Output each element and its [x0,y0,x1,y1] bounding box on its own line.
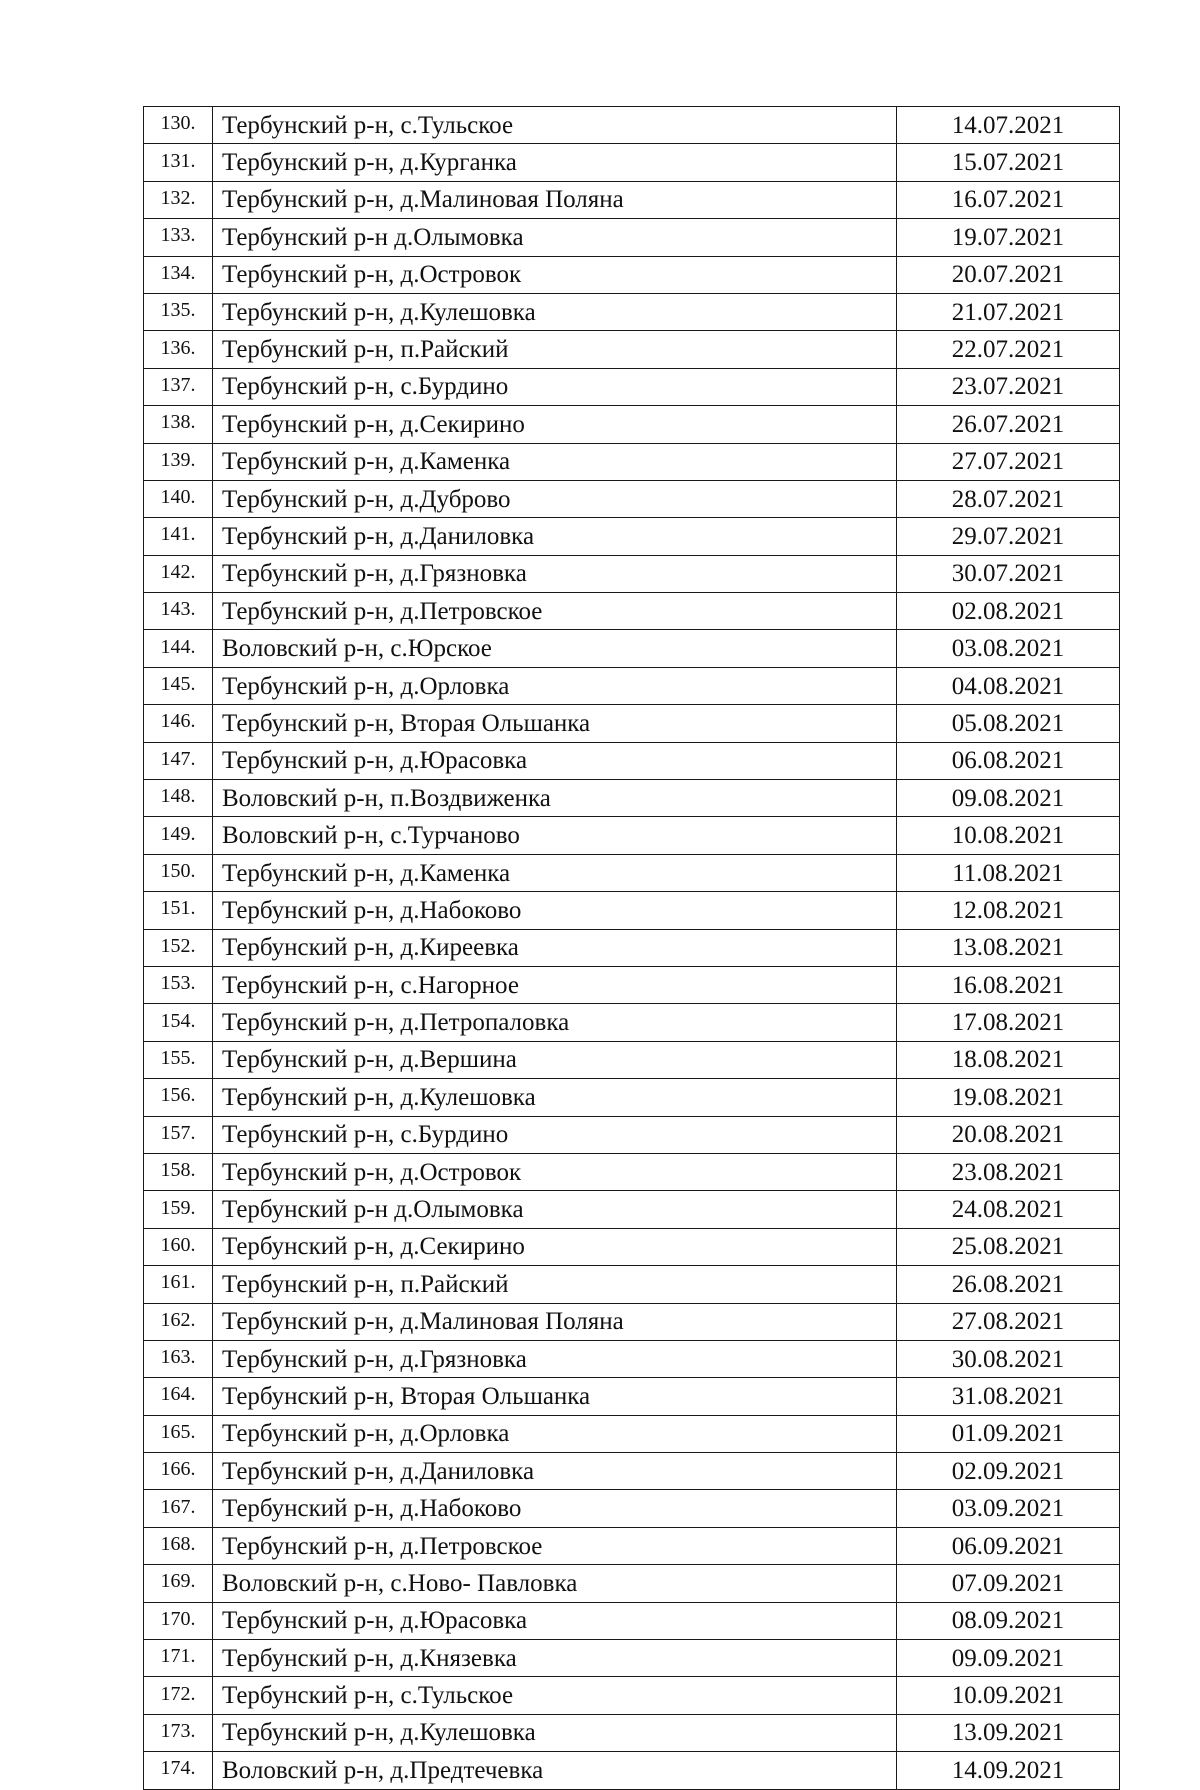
location-cell: Тербунский р-н, д.Каменка [213,443,897,480]
table-row [144,443,1120,480]
date-cell: 27.07.2021 [897,443,1120,480]
row-number-cell: 156. [144,1079,213,1116]
location-cell: Тербунский р-н, д.Островок [213,1153,897,1190]
table-row [144,1752,1120,1789]
table-row [144,780,1120,817]
location-cell: Тербунский р-н, д.Кулешовка [213,1714,897,1751]
date-cell: 31.08.2021 [897,1378,1120,1415]
date-cell: 10.09.2021 [897,1677,1120,1714]
table-row [144,742,1120,779]
date-cell: 02.09.2021 [897,1453,1120,1490]
date-cell: 18.08.2021 [897,1041,1120,1078]
table-row [144,892,1120,929]
row-number-cell: 148. [144,780,213,817]
date-cell: 13.08.2021 [897,929,1120,966]
date-cell: 13.09.2021 [897,1714,1120,1751]
date-cell: 25.08.2021 [897,1228,1120,1265]
date-cell: 20.07.2021 [897,256,1120,293]
row-number-cell: 136. [144,331,213,368]
date-cell: 10.08.2021 [897,817,1120,854]
table-row [144,1640,1120,1677]
location-cell: Тербунский р-н, с.Нагорное [213,966,897,1003]
table-row [144,1453,1120,1490]
date-cell: 27.08.2021 [897,1303,1120,1340]
row-number-cell: 130. [144,107,213,144]
table-row [144,1565,1120,1602]
location-cell: Тербунский р-н, д.Секирино [213,406,897,443]
row-number-cell: 153. [144,966,213,1003]
location-cell: Тербунский р-н, д.Грязновка [213,1340,897,1377]
date-cell: 30.07.2021 [897,555,1120,592]
row-number-cell: 144. [144,630,213,667]
location-cell: Тербунский р-н, с.Бурдино [213,368,897,405]
table-row [144,555,1120,592]
table-row [144,368,1120,405]
location-cell: Тербунский р-н, д.Князевка [213,1640,897,1677]
row-number-cell: 168. [144,1527,213,1564]
location-cell: Тербунский р-н, д.Петровское [213,593,897,630]
date-cell: 30.08.2021 [897,1340,1120,1377]
row-number-cell: 132. [144,181,213,218]
table-row [144,1004,1120,1041]
date-cell: 02.08.2021 [897,593,1120,630]
location-cell: Тербунский р-н, д.Кулешовка [213,1079,897,1116]
location-cell: Тербунский р-н, д.Каменка [213,854,897,891]
table-row [144,181,1120,218]
row-number-cell: 167. [144,1490,213,1527]
location-cell: Тербунский р-н, д.Даниловка [213,518,897,555]
date-cell: 24.08.2021 [897,1191,1120,1228]
table-row [144,1378,1120,1415]
schedule-table-body [144,107,1120,1790]
date-cell: 12.08.2021 [897,892,1120,929]
location-cell: Тербунский р-н, д.Юрасовка [213,742,897,779]
table-row [144,705,1120,742]
location-cell: Тербунский р-н, д.Даниловка [213,1453,897,1490]
date-cell: 06.09.2021 [897,1527,1120,1564]
table-row [144,1303,1120,1340]
date-cell: 08.09.2021 [897,1602,1120,1639]
location-cell: Тербунский р-н, д.Секирино [213,1228,897,1265]
table-row [144,1116,1120,1153]
table-row [144,1527,1120,1564]
table-row [144,1079,1120,1116]
row-number-cell: 134. [144,256,213,293]
location-cell: Воловский р-н, п.Воздвиженка [213,780,897,817]
row-number-cell: 137. [144,368,213,405]
date-cell: 09.08.2021 [897,780,1120,817]
location-cell: Воловский р-н, д.Предтечевка [213,1752,897,1789]
date-cell: 01.09.2021 [897,1415,1120,1452]
location-cell: Тербунский р-н, д.Юрасовка [213,1602,897,1639]
row-number-cell: 147. [144,742,213,779]
row-number-cell: 146. [144,705,213,742]
location-cell: Воловский р-н, с.Юрское [213,630,897,667]
location-cell: Тербунский р-н, с.Тульское [213,107,897,144]
row-number-cell: 159. [144,1191,213,1228]
date-cell: 16.07.2021 [897,181,1120,218]
date-cell: 17.08.2021 [897,1004,1120,1041]
location-cell: Воловский р-н, с.Турчаново [213,817,897,854]
date-cell: 21.07.2021 [897,293,1120,330]
location-cell: Тербунский р-н, п.Райский [213,1266,897,1303]
table-row [144,144,1120,181]
row-number-cell: 151. [144,892,213,929]
row-number-cell: 141. [144,518,213,555]
row-number-cell: 161. [144,1266,213,1303]
row-number-cell: 165. [144,1415,213,1452]
row-number-cell: 160. [144,1228,213,1265]
date-cell: 16.08.2021 [897,966,1120,1003]
row-number-cell: 172. [144,1677,213,1714]
location-cell: Тербунский р-н, д.Петропаловка [213,1004,897,1041]
row-number-cell: 152. [144,929,213,966]
location-cell: Тербунский р-н, д.Кулешовка [213,293,897,330]
date-cell: 05.08.2021 [897,705,1120,742]
location-cell: Тербунский р-н, д.Курганка [213,144,897,181]
location-cell: Тербунский р-н, д.Грязновка [213,555,897,592]
location-cell: Тербунский р-н, д.Островок [213,256,897,293]
table-row [144,667,1120,704]
table-row [144,1266,1120,1303]
location-cell: Тербунский р-н д.Олымовка [213,219,897,256]
row-number-cell: 142. [144,555,213,592]
table-row [144,1490,1120,1527]
date-cell: 23.08.2021 [897,1153,1120,1190]
date-cell: 23.07.2021 [897,368,1120,405]
table-row [144,929,1120,966]
row-number-cell: 138. [144,406,213,443]
table-row [144,1153,1120,1190]
date-cell: 07.09.2021 [897,1565,1120,1602]
location-cell: Тербунский р-н, д.Киреевка [213,929,897,966]
row-number-cell: 166. [144,1453,213,1490]
row-number-cell: 162. [144,1303,213,1340]
table-row [144,1602,1120,1639]
date-cell: 28.07.2021 [897,480,1120,517]
location-cell: Тербунский р-н, д.Набоково [213,892,897,929]
location-cell: Тербунский р-н, с.Бурдино [213,1116,897,1153]
row-number-cell: 164. [144,1378,213,1415]
location-cell: Тербунский р-н, д.Набоково [213,1490,897,1527]
date-cell: 19.08.2021 [897,1079,1120,1116]
table-row [144,1415,1120,1452]
date-cell: 19.07.2021 [897,219,1120,256]
date-cell: 20.08.2021 [897,1116,1120,1153]
date-cell: 26.08.2021 [897,1266,1120,1303]
date-cell: 15.07.2021 [897,144,1120,181]
date-cell: 14.07.2021 [897,107,1120,144]
row-number-cell: 173. [144,1714,213,1751]
date-cell: 22.07.2021 [897,331,1120,368]
location-cell: Тербунский р-н, д.Орловка [213,1415,897,1452]
row-number-cell: 169. [144,1565,213,1602]
table-row [144,293,1120,330]
row-number-cell: 158. [144,1153,213,1190]
table-row [144,593,1120,630]
date-cell: 11.08.2021 [897,854,1120,891]
row-number-cell: 143. [144,593,213,630]
location-cell: Тербунский р-н, д.Малиновая Поляна [213,181,897,218]
row-number-cell: 171. [144,1640,213,1677]
date-cell: 06.08.2021 [897,742,1120,779]
location-cell: Воловский р-н, с.Ново- Павловка [213,1565,897,1602]
row-number-cell: 150. [144,854,213,891]
row-number-cell: 154. [144,1004,213,1041]
date-cell: 14.09.2021 [897,1752,1120,1789]
date-cell: 26.07.2021 [897,406,1120,443]
row-number-cell: 149. [144,817,213,854]
date-cell: 03.09.2021 [897,1490,1120,1527]
date-cell: 29.07.2021 [897,518,1120,555]
location-cell: Тербунский р-н, Вторая Ольшанка [213,705,897,742]
location-cell: Тербунский р-н, д.Малиновая Поляна [213,1303,897,1340]
table-row [144,518,1120,555]
table-row [144,219,1120,256]
table-row [144,630,1120,667]
row-number-cell: 157. [144,1116,213,1153]
row-number-cell: 163. [144,1340,213,1377]
table-row [144,966,1120,1003]
date-cell: 03.08.2021 [897,630,1120,667]
row-number-cell: 131. [144,144,213,181]
table-row [144,1228,1120,1265]
table-row [144,854,1120,891]
schedule-table [143,106,1120,1790]
location-cell: Тербунский р-н, д.Петровское [213,1527,897,1564]
row-number-cell: 135. [144,293,213,330]
row-number-cell: 139. [144,443,213,480]
table-row [144,817,1120,854]
row-number-cell: 174. [144,1752,213,1789]
location-cell: Тербунский р-н, с.Тульское [213,1677,897,1714]
location-cell: Тербунский р-н д.Олымовка [213,1191,897,1228]
table-row [144,1041,1120,1078]
table-row [144,256,1120,293]
table-row [144,1191,1120,1228]
row-number-cell: 155. [144,1041,213,1078]
location-cell: Тербунский р-н, д.Вершина [213,1041,897,1078]
location-cell: Тербунский р-н, Вторая Ольшанка [213,1378,897,1415]
location-cell: Тербунский р-н, д.Дуброво [213,480,897,517]
table-row [144,406,1120,443]
row-number-cell: 140. [144,480,213,517]
table-row [144,480,1120,517]
table-row [144,1340,1120,1377]
table-row [144,107,1120,144]
row-number-cell: 133. [144,219,213,256]
table-row [144,1714,1120,1751]
location-cell: Тербунский р-н, п.Райский [213,331,897,368]
table-row [144,1677,1120,1714]
date-cell: 04.08.2021 [897,667,1120,704]
location-cell: Тербунский р-н, д.Орловка [213,667,897,704]
date-cell: 09.09.2021 [897,1640,1120,1677]
row-number-cell: 170. [144,1602,213,1639]
row-number-cell: 145. [144,667,213,704]
table-row [144,331,1120,368]
